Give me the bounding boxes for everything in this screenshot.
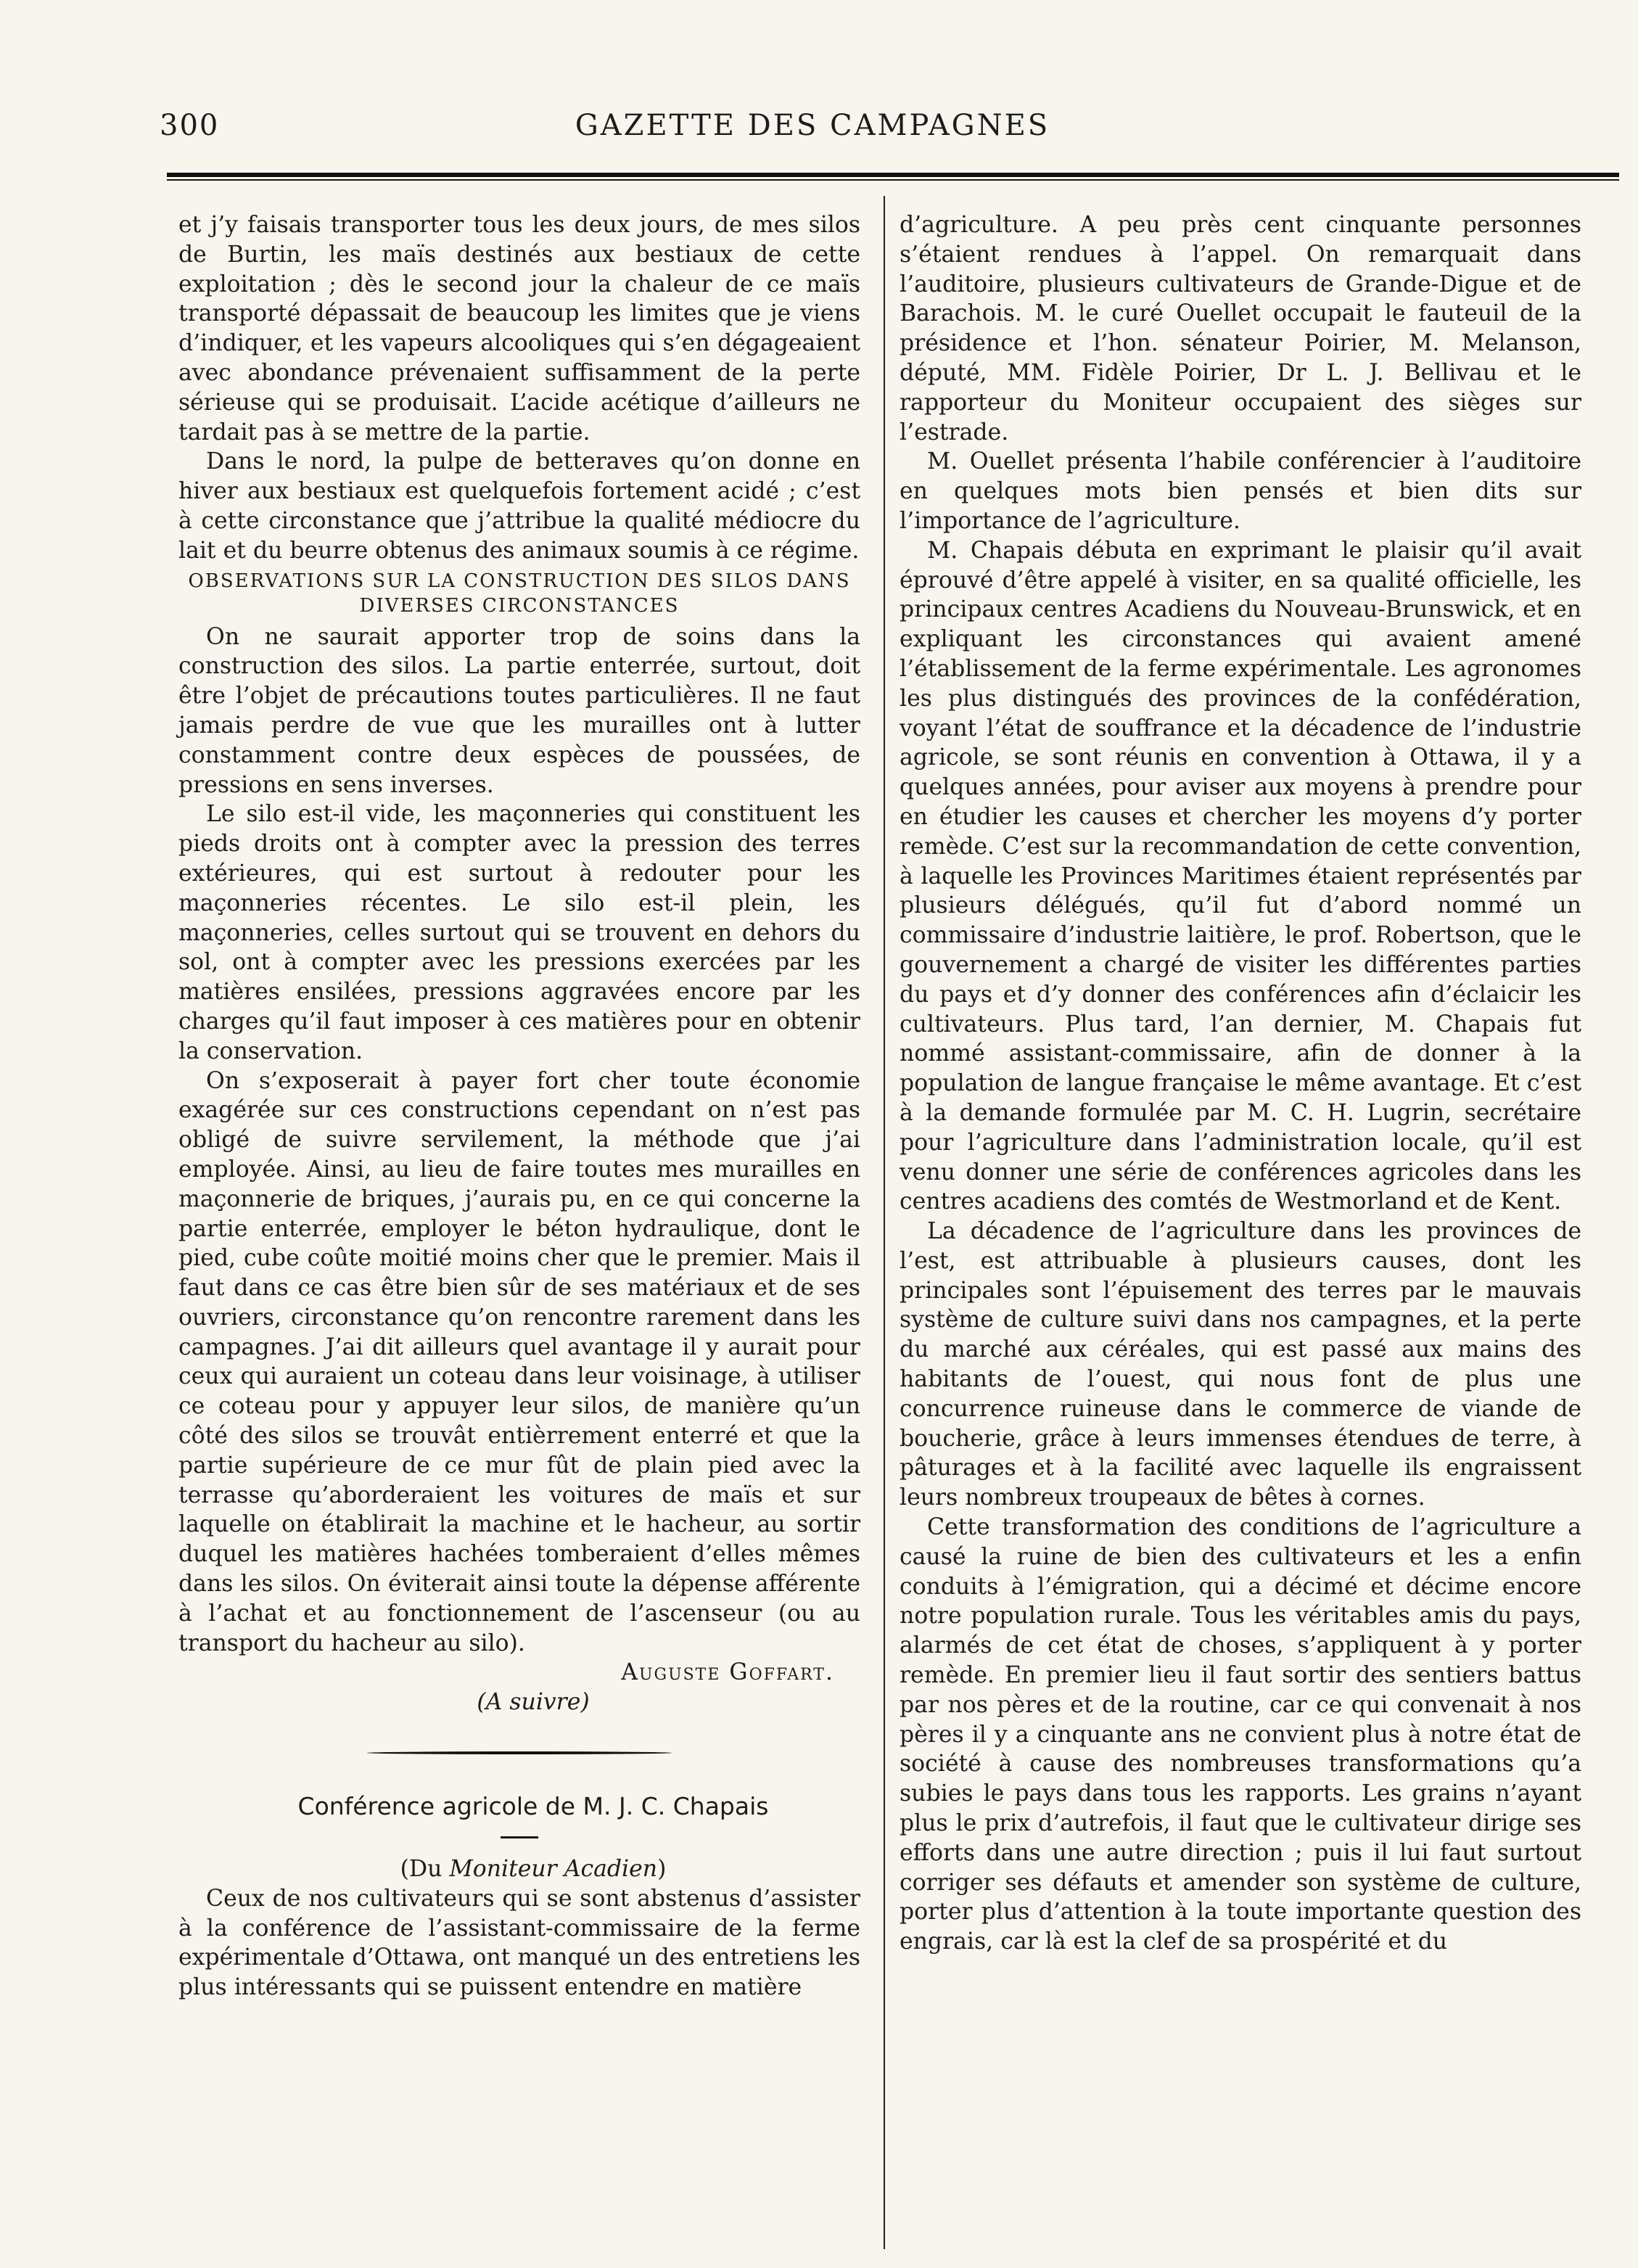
source-name: Moniteur Acadien <box>449 1856 658 1883</box>
left-column <box>178 210 860 2227</box>
paragraph: Dans le nord, la pulpe de betteraves qu’on donne en hiver aux bestiaux est quelquefois fortement acidé ; c’est à cette circonstance que j’attribue la qualité médiocre du lait et du beurre obtenus des animaux soumis à ce régime. <box>178 448 860 564</box>
section-subheading: OBSERVATIONS SUR LA CONSTRUCTION DES SILOS DANS DIVERSES CIRCONSTANCES <box>188 570 851 617</box>
article-source <box>178 1854 860 1884</box>
author-signature: Auguste Goffart. <box>621 1659 834 1686</box>
right-column <box>900 210 1581 2227</box>
paragraph: On s’exposerait à payer fort cher toute économie exagérée sur ces constructions cependant on n’est pas obligé de suivre servilement, la méthode que j’ai employée. Ainsi, au lieu de faire toutes mes murailles en maçonnerie de briques, j’aurais pu, en ce qui concerne la partie enterrée, employer le béton hydraulique, dont le pied, cube coûte moitié moins cher que le premier. Mais il faut dans ce cas être bien sûr de ses matériaux et de ses ouvriers, circonstance qu’on rencontre rarement dans les campagnes. J’ai dit ailleurs quel avantage il y aurait pour ceux qui auraient un coteau dans leur voisinage, à utiliser ce coteau pour y appuyer leur silos, de manière qu’un côté des silos se trouvât entièrrement enterré et que la partie supérieure de ce mur fût de plain pied avec la terrasse qu’aborderaient les voitures de maïs et sur laquelle on établirait la machine et le hacheur, au sortir duquel les matières hachées tomberaient d’elles mêmes dans les silos. On éviterait ainsi toute la dépense afférente à l’achat et au fonctionnement de l’ascenseur (ou au transport du hacheur au silo). <box>178 1067 860 1656</box>
paragraph: Cette transformation des conditions de l’agriculture a causé la ruine de bien des cultivateurs et les a enfin conduits à l’émigration, qui a décimé et décime encore notre population rurale. Tous les véritables amis du pays, alarmés de cet état de choses, s’appliquent à y porter remède. En premier lieu il faut sortir des sentiers battus par nos pères et de la routine, car ce qui convenait à nos pères il y a cinquante ans ne convient plus à notre état de société à cause des nombreuses transformations qu’a subies le pays dans tous les rapports. Les grains n’ayant plus le prix d’autrefois, il faut que le cultivateur dirige ses efforts dans une autre direction ; puis il lui faut surtout corriger ses défauts et amender son système de culture, porter plus d’attention à la toute importante question des engrais, car là est la clef de sa prospérité et du <box>900 1514 1581 1955</box>
paragraph: On ne saurait apporter trop de soins dans la construction des silos. La partie enterrée, surtout, doit être l’objet de précautions toutes particulières. Il ne faut jamais perdre de vue que les murailles ont à lutter constamment contre deux espèces de poussées, de pressions en sens inverses. <box>178 623 860 798</box>
paragraph: Ceux de nos cultivateurs qui se sont abstenus d’assister à la conférence de l’assistant-commissaire de la ferme expérimentale d’Ottawa, ont manqué un des entretiens les plus intéressants qui se puissent entendre en matière <box>178 1885 860 2001</box>
column-divider <box>884 196 885 2249</box>
article-title: Conférence agricole de M. J. C. Chapais <box>297 1792 769 1821</box>
page-number: 300 <box>160 109 220 142</box>
source-suffix: ) <box>657 1856 667 1883</box>
source-prefix: (Du <box>400 1856 450 1883</box>
page-header <box>160 109 1465 152</box>
paragraph: La décadence de l’agriculture dans les provinces de l’est, est attribuable à plusieurs causes, dont les principales sont l’épuisement des terres par le mauvais système de culture suivi dans nos campagnes, et la perte du marché aux céréales, qui est passé aux mains des habitants de l’ouest, qui nous font de plus une concurrence ruineuse dans le commerce de viande de boucherie, grâce à leurs immenses étendues de terre, à pâturages et à la facilité avec laquelle ils engraissent leurs nombreux troupeaux de bêtes à cornes. <box>900 1218 1581 1511</box>
paragraph: et j’y faisais transporter tous les deux jours, de mes silos de Burtin, les maïs destinés aux bestiaux de cette exploitation ; dès le second jour la chaleur de ce maïs transporté dépassait de beaucoup les limites que je viens d’indiquer, et les vapeurs alcooliques qui s’en dégageaient avec abondance prévenaient suffisamment de la perte sérieuse qui se produisait. L’acide acétique d’ailleurs ne tardait pas à se mettre de la partie. <box>178 212 860 445</box>
to-be-continued-note: (A suivre) <box>477 1689 590 1716</box>
paragraph: M. Ouellet présenta l’habile conférencier à l’auditoire en quelques mots bien pensés et bien dits sur l’importance de l’agriculture. <box>900 448 1581 534</box>
running-title: GAZETTE DES CAMPAGNES <box>575 109 1050 142</box>
header-double-rule <box>167 173 1619 181</box>
ornamental-rule <box>367 1746 672 1759</box>
paragraph: d’agriculture. A peu près cent cinquante personnes s’étaient rendues à l’appel. On remarquait dans l’auditoire, plusieurs cultivateurs de Grande-Digue et de Barachois. M. le curé Ouellet occupait le fauteuil de la présidence et l’hon. sénateur Poirier, M. Melanson, député, MM. Fidèle Poirier, Dr L. J. Bellivau et le rapporteur du Moniteur occupaient des sièges sur l’estrade. <box>900 212 1581 445</box>
short-divider <box>501 1836 538 1838</box>
paragraph: Le silo est-il vide, les maçonneries qui constituent les pieds droits ont à compter avec la pression des terres extérieures, qui est surtout à redouter pour les maçonneries récentes. Le silo est-il plein, les maçonneries, celles surtout qui se trouvent en dehors du sol, ont à compter avec les pressions exercées par les matières ensilées, pressions aggravées encore par les charges qu’il faut imposer à ces matières pour en obtenir la conservation. <box>178 801 860 1064</box>
paragraph: M. Chapais débuta en exprimant le plaisir qu’il avait éprouvé d’être appelé à visiter, en sa qualité officielle, les principaux centres Acadiens du Nouveau-Brunswick, et en expliquant les circonstances qui avaient amené l’établissement de la ferme expérimentale. Les agronomes les plus distingués des provinces de la confédération, voyant l’état de souffrance et la décadence de l’industrie agricole, se sont réunis en convention à Ottawa, il y a quelques années, pour aviser aux moyens à prendre pour en étudier les causes et chercher les moyens d’y porter remède. C’est sur la recommandation de cette convention, à laquelle les Provinces Maritimes étaient représentés par plusieurs délégués, qu’il fut d’abord nommé un commissaire d’industrie laitière, le prof. Robertson, que le gouvernement a chargé de visiter les différentes parties du pays et d’y donner des conférences afin d’éclaicir les cultivateurs. Plus tard, l’an dernier, M. Chapais fut nommé assistant-commissaire, afin de donner à la population de langue française le même avantage. Et c’est à la demande formulée par M. C. H. Lugrin, secrétaire pour l’agriculture dans l’administration locale, qu’il est venu donner une série de conférences agricoles dans les centres acadiens des comtés de Westmorland et de Kent. <box>900 537 1581 1215</box>
